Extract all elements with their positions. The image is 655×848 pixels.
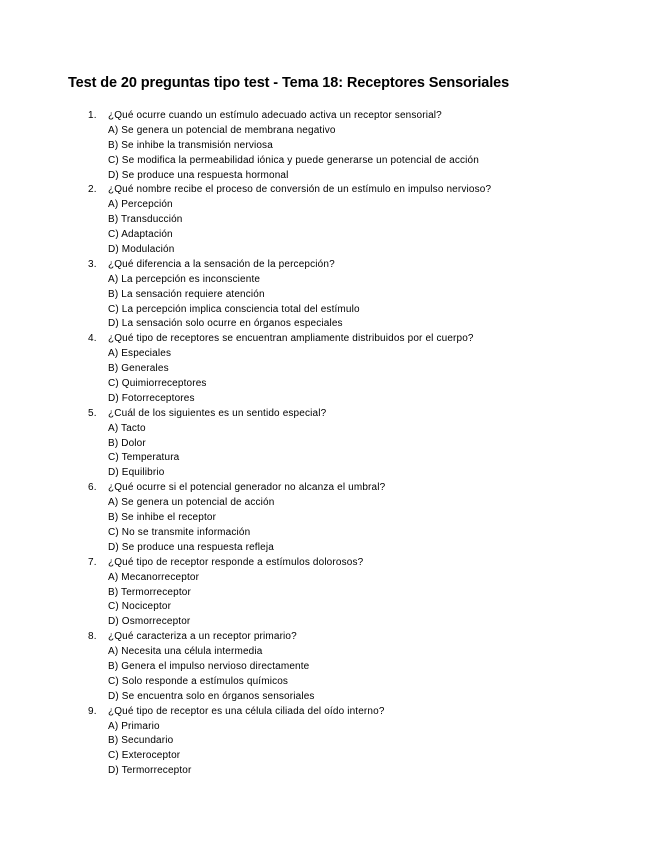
answer-option: [0, 169, 655, 184]
answer-option-text: B) Secundario: [108, 735, 174, 747]
answer-option-text: D) Fotorreceptores: [108, 392, 195, 404]
answer-option-text: A) Se genera un potencial de membrana negativo: [108, 124, 336, 136]
answer-option: [0, 734, 655, 749]
answer-option: [0, 362, 655, 377]
answer-option: [0, 526, 655, 541]
question-line: [0, 258, 655, 273]
answer-option: [0, 273, 655, 288]
question-number: 7.: [88, 556, 97, 568]
answer-option: [0, 764, 655, 779]
answer-option: [0, 198, 655, 213]
question-item: [0, 332, 655, 406]
answer-option-text: B) Dolor: [108, 437, 146, 449]
question-text: ¿Qué tipo de receptor es una célula ciliada del oído interno?: [108, 705, 385, 717]
answer-option: [0, 451, 655, 466]
question-item: [0, 630, 655, 704]
answer-option-text: A) La percepción es inconsciente: [108, 273, 261, 285]
answer-option-text: B) La sensación requiere atención: [108, 288, 265, 300]
question-item: [0, 407, 655, 481]
answer-option: [0, 615, 655, 630]
answer-option-text: A) Mecanorreceptor: [108, 571, 200, 583]
answer-option-text: B) Generales: [108, 363, 169, 375]
answer-option-text: D) Se produce una respuesta refleja: [108, 541, 274, 553]
answer-option-text: D) La sensación solo ocurre en órganos especiales: [108, 318, 343, 330]
answer-option-text: D) Equilibrio: [108, 467, 165, 479]
answer-option-text: B) Transducción: [108, 214, 183, 226]
answer-option: [0, 660, 655, 675]
question-line: [0, 407, 655, 422]
question-number: 8.: [88, 631, 97, 643]
question-item: [0, 183, 655, 257]
question-text: ¿Qué diferencia a la sensación de la percepción?: [108, 258, 335, 270]
question-text: ¿Qué tipo de receptores se encuentran ampliamente distribuidos por el cuerpo?: [108, 333, 474, 345]
answer-option-text: A) Se genera un potencial de acción: [108, 497, 275, 509]
question-line: [0, 556, 655, 571]
question-list: [0, 109, 655, 779]
question-number: 2.: [88, 184, 97, 196]
question-item: [0, 109, 655, 183]
answer-option-text: D) Se produce una respuesta hormonal: [108, 169, 289, 181]
question-number: 4.: [88, 333, 97, 345]
document-title: Test de 20 preguntas tipo test - Tema 18: Receptores Sensoriales: [68, 75, 510, 91]
answer-option: [0, 720, 655, 735]
answer-option-text: B) Genera el impulso nervioso directamente: [108, 660, 310, 672]
question-line: [0, 109, 655, 124]
question-line: [0, 183, 655, 198]
question-number: 6.: [88, 482, 97, 494]
answer-option-text: A) Percepción: [108, 199, 173, 211]
answer-option-text: C) Exteroceptor: [108, 750, 181, 762]
answer-option-text: C) Temperatura: [108, 452, 180, 464]
answer-option: [0, 422, 655, 437]
answer-option-text: A) Tacto: [108, 422, 146, 434]
question-number: 5.: [88, 407, 97, 419]
question-item: [0, 258, 655, 332]
answer-option: [0, 213, 655, 228]
answer-option-text: C) La percepción implica consciencia total del estímulo: [108, 303, 360, 315]
answer-option: [0, 675, 655, 690]
answer-option: [0, 392, 655, 407]
question-item: [0, 481, 655, 555]
answer-option: [0, 496, 655, 511]
answer-option: [0, 154, 655, 169]
answer-option: [0, 124, 655, 139]
answer-option-text: C) Quimiorreceptores: [108, 378, 207, 390]
question-text: ¿Qué ocurre si el potencial generador no alcanza el umbral?: [108, 482, 386, 494]
answer-option-text: A) Necesita una célula intermedia: [108, 646, 263, 658]
answer-option-text: D) Modulación: [108, 244, 175, 256]
answer-option: [0, 228, 655, 243]
answer-option-text: C) Se modifica la permeabilidad iónica y puede generarse un potencial de acción: [108, 154, 479, 166]
answer-option: [0, 749, 655, 764]
answer-option: [0, 243, 655, 258]
answer-option: [0, 317, 655, 332]
answer-option-text: A) Primario: [108, 720, 160, 732]
question-item: [0, 556, 655, 630]
answer-option: [0, 571, 655, 586]
question-item: [0, 705, 655, 779]
answer-option: [0, 347, 655, 362]
answer-option-text: D) Osmorreceptor: [108, 616, 191, 628]
answer-option: [0, 645, 655, 660]
answer-option: [0, 288, 655, 303]
answer-option: [0, 586, 655, 601]
answer-option: [0, 600, 655, 615]
answer-option: [0, 690, 655, 705]
question-number: 1.: [88, 110, 97, 121]
question-text: ¿Qué nombre recibe el proceso de conversión de un estímulo en impulso nervioso?: [108, 184, 492, 196]
question-line: [0, 332, 655, 347]
answer-option-text: B) Se inhibe la transmisión nerviosa: [108, 139, 273, 151]
answer-option-text: C) No se transmite información: [108, 526, 251, 538]
answer-option-text: B) Se inhibe el receptor: [108, 512, 217, 524]
question-line: [0, 705, 655, 720]
question-text: ¿Cuál de los siguientes es un sentido especial?: [108, 407, 327, 419]
answer-option: [0, 511, 655, 526]
answer-option: [0, 541, 655, 556]
answer-option: [0, 139, 655, 154]
question-line: [0, 630, 655, 645]
answer-option-text: C) Nociceptor: [108, 601, 172, 613]
question-line: [0, 481, 655, 496]
answer-option-text: B) Termorreceptor: [108, 586, 191, 598]
answer-option-text: C) Adaptación: [108, 229, 173, 241]
answer-option-text: D) Termorreceptor: [108, 765, 192, 777]
question-number: 3.: [88, 258, 97, 270]
answer-option-text: D) Se encuentra solo en órganos sensoriales: [108, 690, 315, 702]
answer-option-text: A) Especiales: [108, 348, 172, 360]
answer-option: [0, 303, 655, 318]
question-number: 9.: [88, 705, 97, 717]
question-text: ¿Qué caracteriza a un receptor primario?: [108, 631, 297, 643]
question-text: ¿Qué ocurre cuando un estímulo adecuado activa un receptor sensorial?: [108, 110, 442, 121]
answer-option-text: C) Solo responde a estímulos químicos: [108, 675, 289, 687]
answer-option: [0, 377, 655, 392]
answer-option: [0, 437, 655, 452]
answer-option: [0, 466, 655, 481]
question-text: ¿Qué tipo de receptor responde a estímulos dolorosos?: [108, 556, 364, 568]
